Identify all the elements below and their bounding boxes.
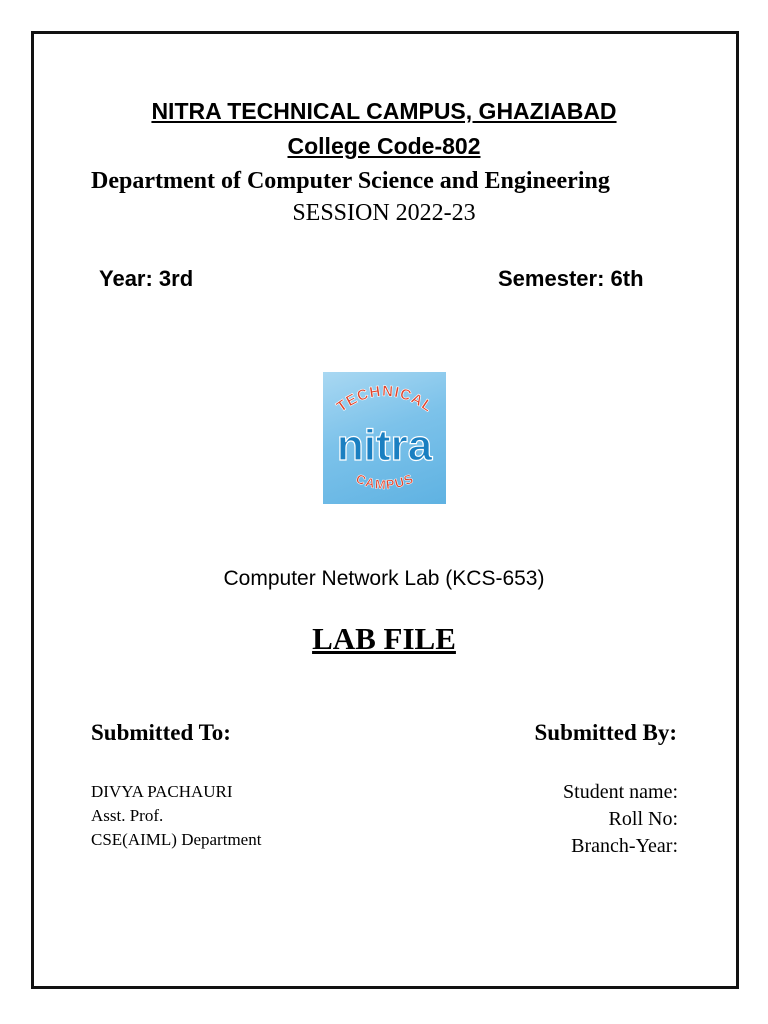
- branch-year-label: Branch-Year:: [571, 835, 678, 857]
- submitted-by-heading: Submitted By:: [534, 720, 677, 745]
- semester-label: Semester: 6th: [498, 266, 644, 291]
- lab-file-title: LAB FILE: [312, 621, 456, 656]
- college-code: College Code-802: [287, 133, 481, 159]
- student-name-label: Student name:: [563, 781, 678, 803]
- svg-text:CAMPUS: [354, 471, 416, 493]
- roll-no-label: Roll No:: [608, 808, 678, 830]
- logo-main-text: nitra: [336, 421, 433, 470]
- department-name: Department of Computer Science and Engineering: [91, 168, 610, 194]
- year-label: Year: 3rd: [99, 266, 194, 291]
- submitted-by-details: [563, 779, 678, 860]
- institution-name: NITRA TECHNICAL CAMPUS, GHAZIABAD: [151, 98, 617, 124]
- svg-text:TECHNICAL: [334, 383, 437, 416]
- submitted-to-details: [91, 780, 261, 852]
- logo-top-text: TECHNICAL: [333, 382, 437, 416]
- submitted-to-heading: Submitted To:: [91, 720, 231, 745]
- nitra-logo: [323, 372, 446, 504]
- faculty-department: CSE(AIML) Department: [91, 830, 262, 849]
- session: SESSION 2022-23: [292, 200, 476, 226]
- faculty-name: DIVYA PACHAURI: [91, 782, 233, 801]
- faculty-designation: Asst. Prof.: [91, 806, 164, 825]
- course-title: Computer Network Lab (KCS-653): [223, 567, 545, 590]
- logo-bottom-text: CAMPUS: [353, 470, 417, 493]
